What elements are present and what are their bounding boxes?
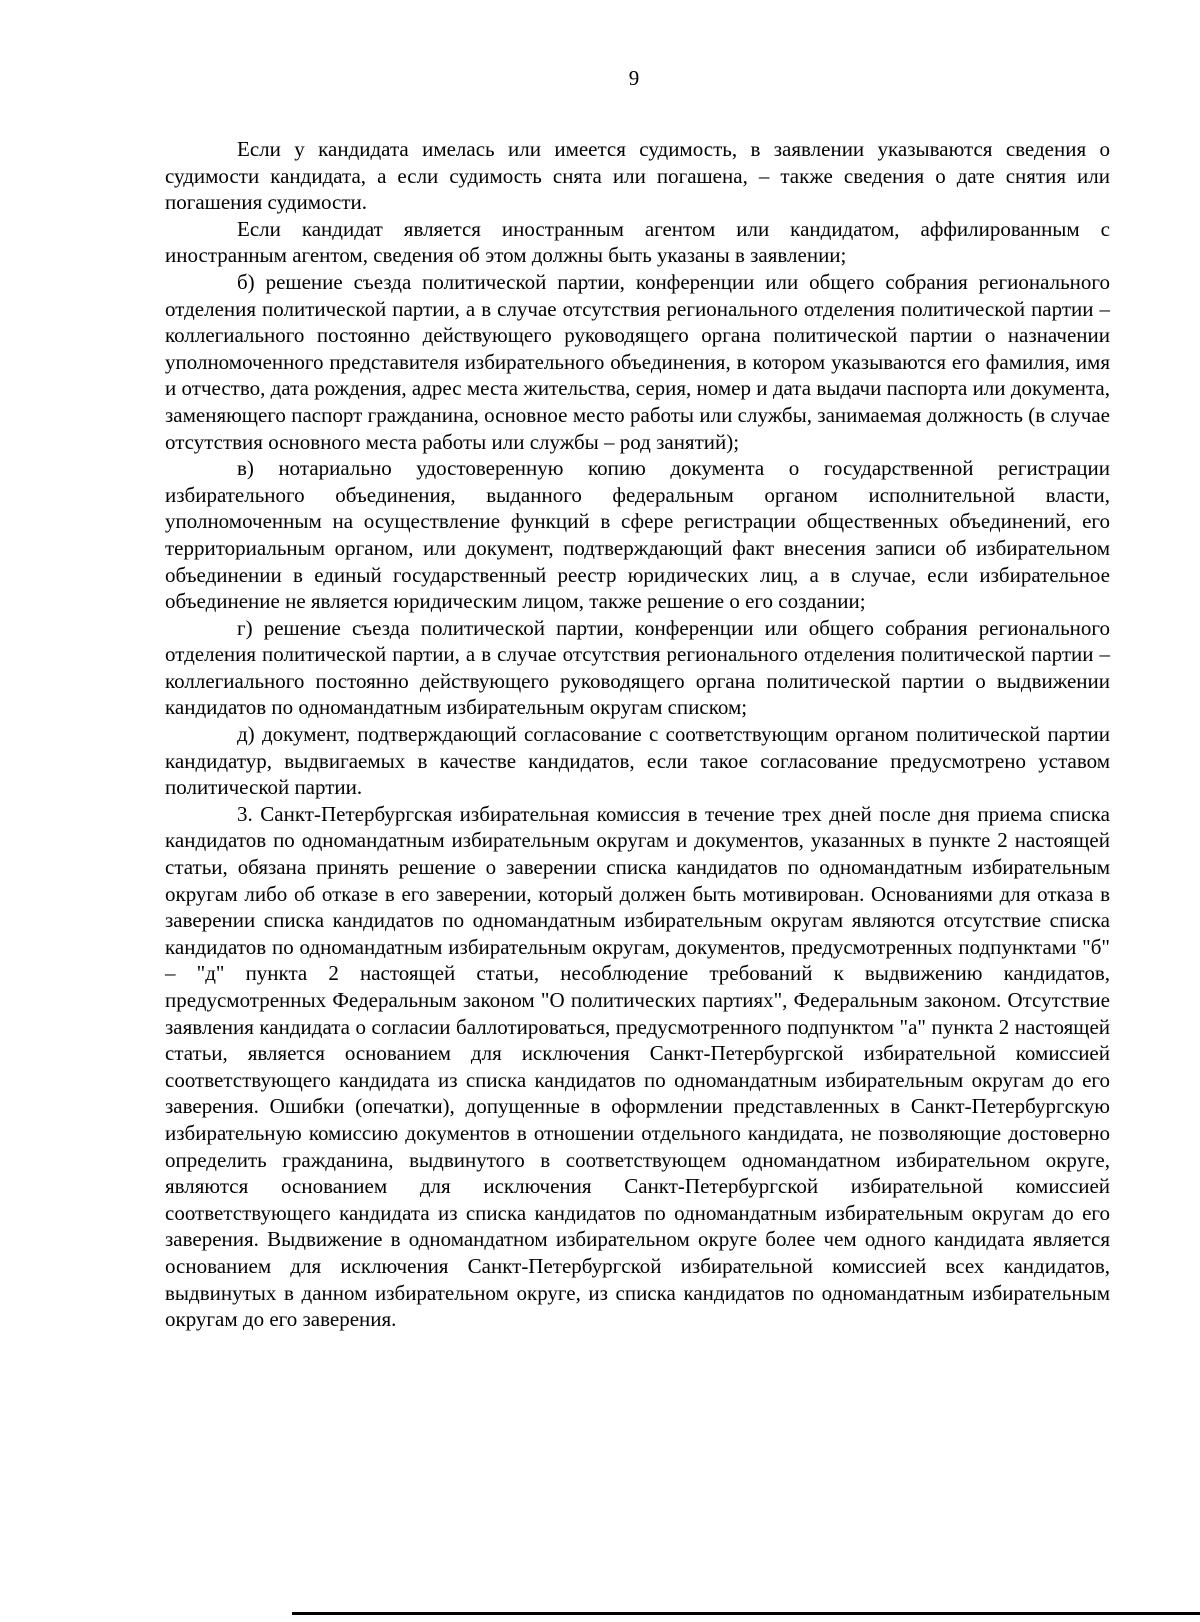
paragraph-subpoint-g: г) решение съезда политической партии, конференции или общего собрания регионального отделения политической партии, а в случае отсутствия регионального отделения политической партии – коллегиального постоянно действующего руководящего органа политической партии о выдвижении кандидатов по одномандатным избирательным округам списком; [165,615,1110,720]
paragraph-subpoint-b: б) решение съезда политической партии, конференции или общего собрания регионального отделения политической партии, а в случае отсутствия регионального отделения политической партии – коллегиального постоянно действующего руководящего органа политической партии о назначении уполномоченного представителя избирательного объединения, в котором указываются его фамилия, имя и отчество, дата рождения, адрес места жительства, серия, номер и дата выдачи паспорта или документа, заменяющего паспорт гражданина, основное место работы или службы, занимаемая должность (в случае отсутствия основного места работы или службы – род занятий); [165,269,1110,454]
paragraph-subpoint-v: в) нотариально удостоверенную копию документа о государственной регистрации избирательного объединения, выданного федеральным органом исполнительной власти, уполномоченным на осуществление функций в сфере регистрации общественных объединений, его территориальным органом, или документ, подтверждающий факт внесения записи об избирательном объединении в единый государственный реестр юридических лиц, а в случае, если избирательное объединение не является юридическим лицом, также решение о его создании; [165,456,1110,614]
paragraph-foreign-agent: Если кандидат является иностранным агентом или кандидатом, аффилированным с иностранным агентом, сведения об этом должны быть указаны в заявлении; [165,216,1110,268]
scan-bottom-edge [292,1612,1200,1615]
paragraph-subpoint-d: д) документ, подтверждающий согласование с соответствующим органом политической партии кандидатур, выдвигаемых в качестве кандидатов, если такое согласование предусмотрено уставом политической партии. [165,722,1110,800]
document-body [165,136,1110,1333]
page-number: 9 [628,66,640,90]
paragraph-criminal-record: Если у кандидата имелась или имеется судимость, в заявлении указываются сведения о судимости кандидата, а если судимость снята или погашена, – также сведения о дате снятия или погашения судимости. [165,137,1110,215]
paragraph-point-3: 3. Санкт-Петербургская избирательная комиссия в течение трех дней после дня приема списка кандидатов по одномандатным избирательным округам и документов, указанных в пункте 2 настоящей статьи, обязана принять решение о заверении списка кандидатов по одномандатным избирательным округам либо об отказе в его заверении, который должен быть мотивирован. Основаниями для отказа в заверении списка кандидатов по одномандатным избирательным округам являются отсутствие списка кандидатов по одномандатным избирательным округам, документов, предусмотренных подпунктами "б" – "д" пункта 2 настоящей статьи, несоблюдение требований к выдвижению кандидатов, предусмотренных Федеральным законом "О политических партиях", Федеральным законом. Отсутствие заявления кандидата о согласии баллотироваться, предусмотренного подпунктом "а" пункта 2 настоящей статьи, является основанием для исключения Санкт-Петербургской избирательной комиссией соответствующего кандидата из списка кандидатов по одномандатным избирательным округам до его заверения. Ошибки (опечатки), допущенные в оформлении представленных в Санкт-Петербургскую избирательную комиссию документов в отношении отдельного кандидата, не позволяющие достоверно определить гражданина, выдвинутого в соответствующем одномандатном избирательном округе, являются основанием для исключения Санкт-Петербургской избирательной комиссией соответствующего кандидата из списка кандидатов по одномандатным избирательным округам до его заверения. Выдвижение в одномандатном избирательном округе более чем одного кандидата является основанием для исключения Санкт-Петербургской избирательной комиссией всех кандидатов, выдвинутых в данном избирательном округе, из списка кандидатов по одномандатным избирательным округам до его заверения. [165,801,1110,1332]
